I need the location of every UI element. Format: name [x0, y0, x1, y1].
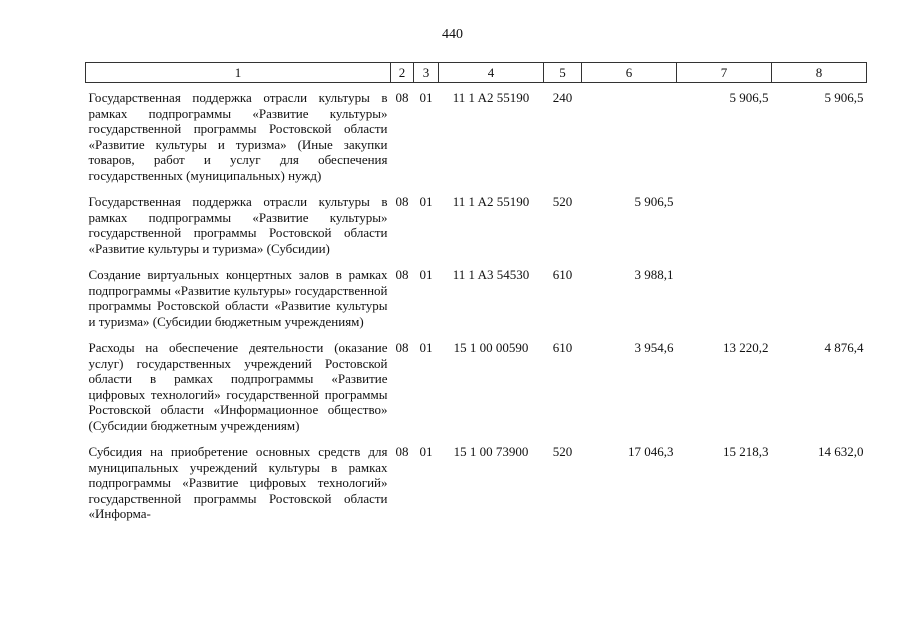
table-row: [86, 333, 867, 437]
row-section: 08: [395, 90, 409, 105]
row-amount-col-8: [772, 260, 867, 333]
row-amount-col-7: [677, 187, 772, 260]
row-description: Создание виртуальных концертных залов в рамках подпрограммы «Развитие культуры» государственной программы Ростовской области «Развитие культуры и туризма» (Субсидии бюджетным учреждениям): [88, 267, 388, 329]
row-amount-col-7: 5 906,5: [729, 90, 769, 105]
row-subsection: 01: [419, 267, 433, 282]
row-target-article: 11 1 A2 55190: [452, 90, 530, 105]
row-section: 08: [395, 444, 409, 459]
header-col-3: 3: [414, 63, 439, 83]
table-header: [86, 63, 867, 83]
table-row: [86, 437, 867, 526]
table-row: [86, 83, 867, 188]
row-subsection: 01: [419, 194, 433, 209]
row-amount-col-6: [582, 83, 677, 188]
row-target-article: 15 1 00 73900: [453, 444, 529, 459]
row-amount-col-7: 13 220,2: [723, 340, 769, 355]
row-expense-type: 520: [552, 444, 573, 459]
header-col-7: 7: [677, 63, 772, 83]
row-amount-col-8: [772, 187, 867, 260]
row-expense-type: 240: [552, 90, 573, 105]
row-section: 08: [395, 267, 409, 282]
row-subsection: 01: [419, 444, 433, 459]
row-description: Государственная поддержка отрасли культуры в рамках подпрограммы «Развитие культуры» государственной программы Ростовской области «Развитие культуры и туризма» (Субсидии): [88, 194, 388, 256]
header-row: [86, 63, 867, 83]
row-target-article: 11 1 A2 55190: [452, 194, 530, 209]
row-target-article: 11 1 A3 54530: [452, 267, 530, 282]
header-col-8: 8: [772, 63, 867, 83]
row-subsection: 01: [419, 340, 433, 355]
row-amount-col-7: [677, 260, 772, 333]
row-amount-col-6: 5 906,5: [634, 194, 674, 209]
table-body: [86, 83, 867, 526]
header-col-6: 6: [582, 63, 677, 83]
row-description: Расходы на обеспечение деятельности (оказание услуг) государственных учреждений Ростовской области в рамках подпрограммы «Развитие цифровых технологий» государственной программы Ростовской области «Информационное общество» (Субсидии бюджетным учреждениям): [88, 340, 388, 433]
header-col-5: 5: [544, 63, 582, 83]
header-col-1: 1: [86, 63, 391, 83]
row-amount-col-6: 3 954,6: [634, 340, 674, 355]
header-col-4: 4: [439, 63, 544, 83]
row-amount-col-6: 17 046,3: [628, 444, 674, 459]
row-description: Субсидия на приобретение основных средств для муниципальных учреждений культуры в рамках подпрограммы «Развитие цифровых технологий» государственной программы Ростовской области «Информа-: [88, 444, 388, 521]
row-amount-col-6: 3 988,1: [634, 267, 674, 282]
row-amount-col-8: 5 906,5: [824, 90, 864, 105]
row-target-article: 15 1 00 00590: [453, 340, 529, 355]
page-number: 440: [442, 27, 463, 42]
row-section: 08: [395, 340, 409, 355]
budget-table: [85, 62, 867, 526]
header-col-2: 2: [391, 63, 414, 83]
row-expense-type: 610: [552, 267, 573, 282]
row-expense-type: 520: [552, 194, 573, 209]
row-amount-col-8: 14 632,0: [818, 444, 864, 459]
row-description: Государственная поддержка отрасли культуры в рамках подпрограммы «Развитие культуры» государственной программы Ростовской области «Развитие культуры и туризма» (Иные закупки товаров, работ и услуг для обеспечения государственных (муниципальных) нужд): [88, 90, 388, 183]
row-subsection: 01: [419, 90, 433, 105]
row-section: 08: [395, 194, 409, 209]
row-amount-col-7: 15 218,3: [723, 444, 769, 459]
row-expense-type: 610: [552, 340, 573, 355]
table-row: [86, 260, 867, 333]
table-row: [86, 187, 867, 260]
row-amount-col-8: 4 876,4: [824, 340, 864, 355]
